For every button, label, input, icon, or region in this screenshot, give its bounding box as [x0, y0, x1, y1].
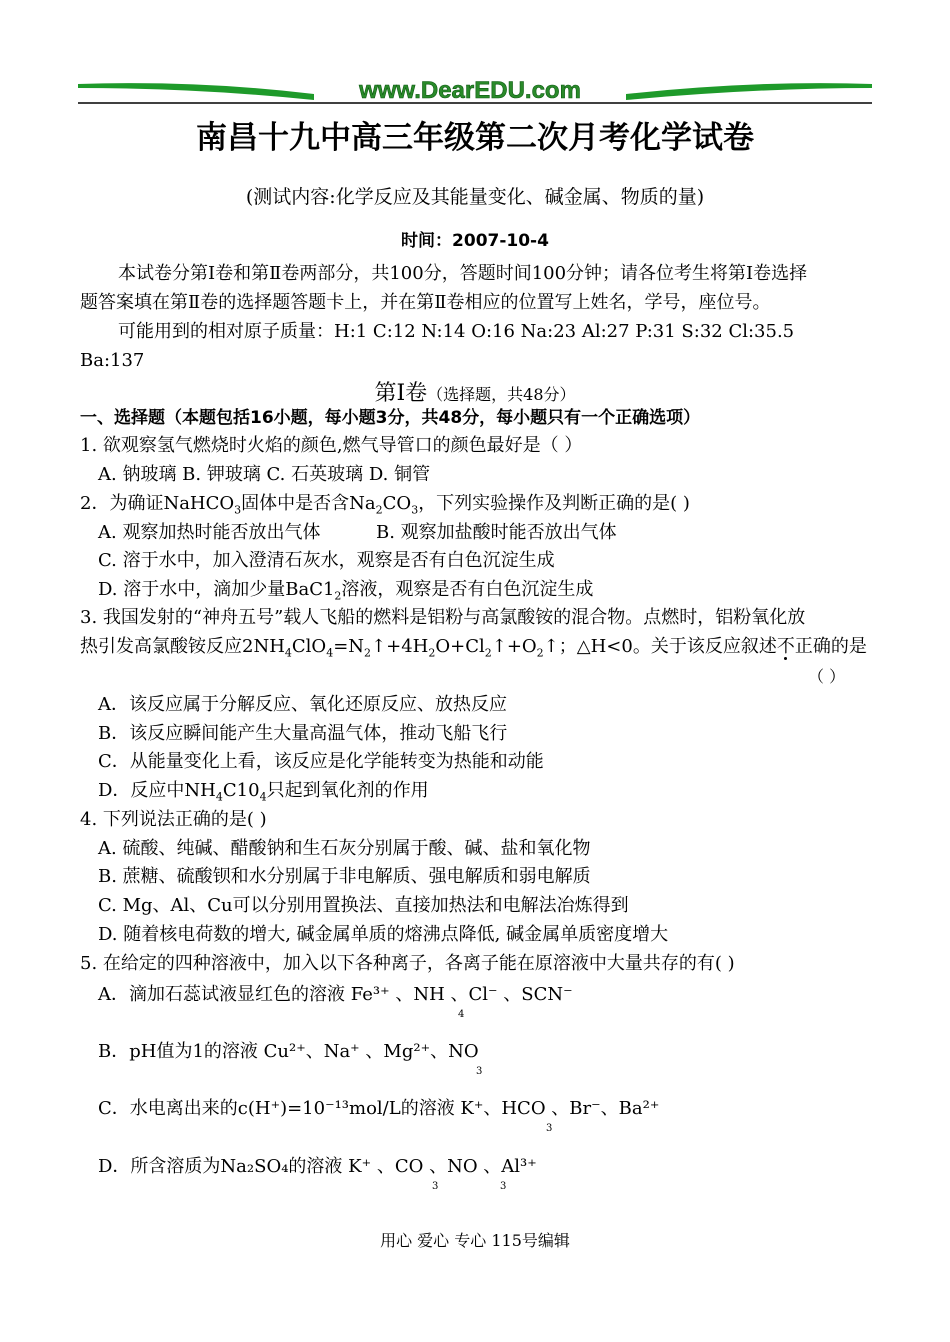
q5-option-a: A．滴加石蕊试液显红色的溶液 Fe³⁺ 、NH 、Cl⁻ 、SCN⁻	[98, 984, 573, 1005]
q2-stem: 2．为确证NaHCO$_3$固体中是否含$Na_2CO_3$，下列实验操作及判断正确的是( )	[80, 493, 690, 517]
q5-c-subscript: 3	[546, 1123, 553, 1134]
q4-option-c: C. Mg、Al、Cu可以分别用置换法、直接加热法和电解法冶炼得到	[98, 895, 629, 916]
q2-option-d: D. 溶于水中，滴加少量$BaC1_2$溶液，观察是否有白色沉淀生成	[98, 579, 594, 603]
q3-answer-bracket: （ ）	[808, 667, 846, 686]
q5-option-d: D．所含溶质为Na₂SO₄的溶液 K⁺ 、CO 、NO 、Al³⁺	[98, 1156, 537, 1177]
section-heading	[0, 376, 950, 407]
q4-option-b: B. 蔗糖、硫酸钡和水分别属于非电解质、强电解质和弱电解质	[98, 866, 591, 887]
section-label: 第Ⅰ卷	[374, 381, 428, 406]
q3-option-b: B．该反应瞬间能产生大量高温气体，推动飞船飞行	[98, 723, 508, 744]
intro-line-1: 本试卷分第Ⅰ卷和第Ⅱ卷两部分，共100分，答题时间100分钟；请各位考生将第Ⅰ卷选择	[118, 263, 808, 284]
exam-date: 时间：2007-10-4	[401, 231, 549, 251]
atomic-masses-line-2: Ba:137	[80, 350, 145, 371]
site-banner	[78, 76, 872, 106]
section-note: （选择题，共48分）	[427, 385, 576, 404]
q5-d-subscript-no3: 3	[500, 1181, 507, 1192]
q3-option-d: D．反应中$NH_4C10_4$只起到氧化剂的作用	[98, 780, 429, 804]
q2-option-b: B. 观察加盐酸时能否放出气体	[376, 522, 617, 543]
q5-option-b: B．pH值为1的溶液 Cu²⁺、Na⁺ 、Mg²⁺、NO	[98, 1041, 479, 1062]
q4-option-d: D. 随着核电荷数的增大, 碱金属单质的熔沸点降低, 碱金属单质密度增大	[98, 924, 669, 945]
q3-stem-line-2: 热引发高氯酸铵反应$2NH_4ClO_4=N_2↑+4H_2O+Cl_2↑+O_2↑$；△H<0。关于该反应叙述不正确的是	[80, 636, 867, 660]
q5-option-c: C．水电离出来的c(H⁺)=10⁻¹³mol/L的溶液 K⁺、HCO 、Br⁻、Ba²⁺	[98, 1098, 660, 1119]
page-footer: 用心 爱心 专心 115号编辑	[380, 1231, 570, 1250]
page-title: 南昌十九中高三年级第二次月考化学试卷	[196, 120, 754, 156]
intro-line-2: 题答案填在第Ⅱ卷的选择题答题卡上，并在第Ⅱ卷相应的位置写上姓名，学号，座位号。	[80, 292, 771, 313]
q3-option-c: C．从能量变化上看，该反应是化学能转变为热能和动能	[98, 751, 544, 772]
part-heading: 一、选择题（本题包括16小题，每小题3分，共48分，每小题只有一个正确选项）	[80, 408, 701, 428]
q4-option-a: A. 硫酸、纯碱、醋酸钠和生石灰分别属于酸、碱、盐和氧化物	[98, 838, 591, 859]
atomic-masses-line-1: 可能用到的相对原子质量：H:1 C:12 N:14 O:16 Na:23 Al:27 P:31 S:32 Cl:35.5	[118, 321, 795, 342]
q1-options: A. 钠玻璃 B. 钾玻璃 C. 石英玻璃 D. 铜管	[98, 464, 431, 485]
q5-stem: 5. 在给定的四种溶液中，加入以下各种离子，各离子能在原溶液中大量共存的有( )	[80, 953, 735, 974]
banner-logo-text: www.DearEDU.com	[359, 77, 581, 104]
q3-option-a: A．该反应属于分解反应、氧化还原反应、放热反应	[98, 694, 507, 715]
q2-option-a: A. 观察加热时能否放出气体	[98, 522, 321, 543]
q3-stem-line-1: 3. 我国发射的“神舟五号”载人飞船的燃料是铝粉与高氯酸铵的混合物。点燃时，铝粉氧化放	[80, 607, 806, 628]
q2-option-c: C. 溶于水中，加入澄清石灰水，观察是否有白色沉淀生成	[98, 550, 555, 571]
q5-b-subscript: 3	[476, 1066, 483, 1077]
q5-d-subscript-co3: 3	[432, 1181, 439, 1192]
q4-stem: 4. 下列说法正确的是( )	[80, 809, 267, 830]
q5-a-subscript: 4	[458, 1009, 465, 1020]
subtitle: (测试内容:化学反应及其能量变化、碱金属、物质的量)	[245, 186, 705, 208]
q1-stem: 1. 欲观察氢气燃烧时火焰的颜色,燃气导管口的颜色最好是（ ）	[80, 435, 583, 456]
